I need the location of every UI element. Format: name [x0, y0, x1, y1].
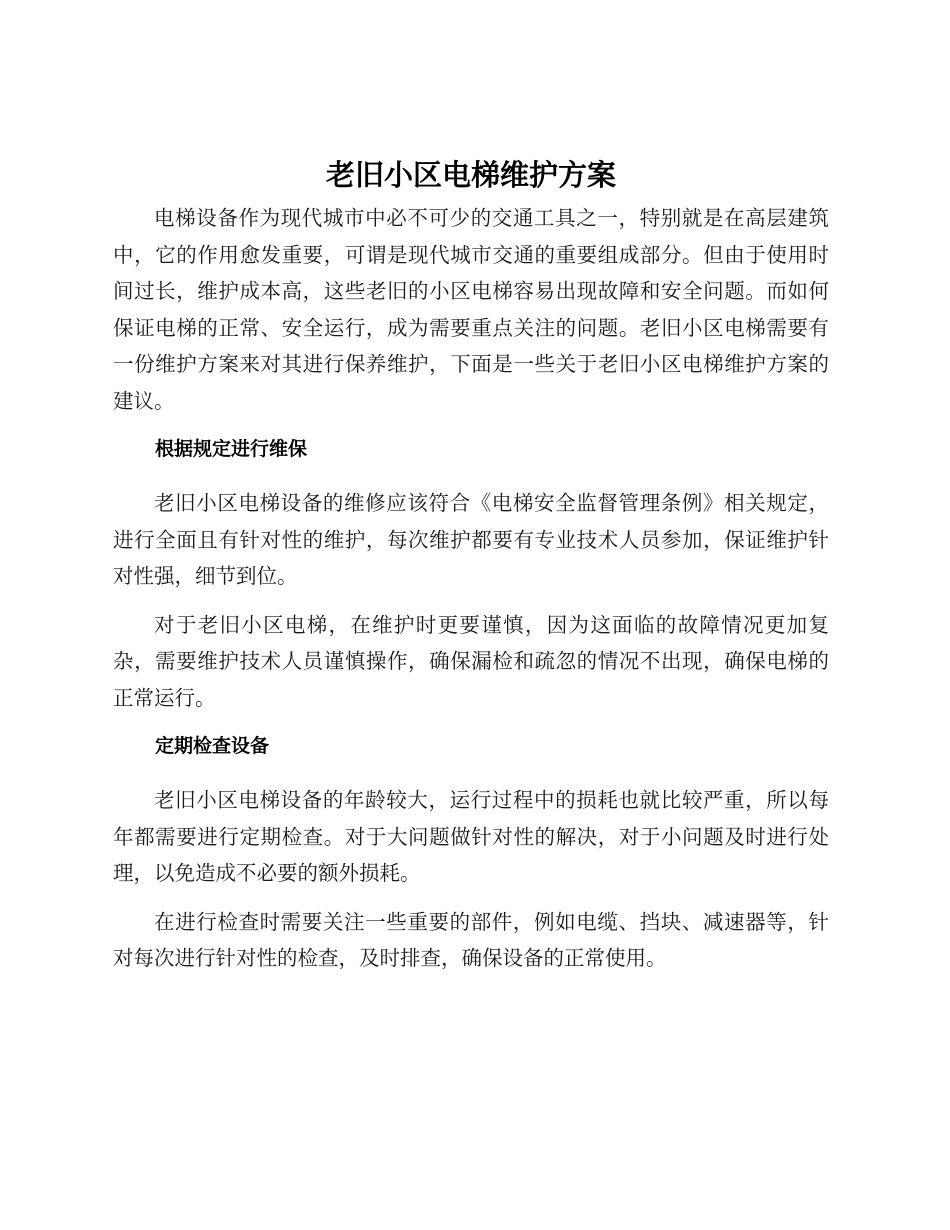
section-heading: 根据规定进行维保 — [155, 438, 308, 460]
section-maintenance-by-regulation — [113, 431, 829, 716]
section-paragraph: 在进行检查时需要关注一些重要的部件，例如电缆、挡块、减速器等，针对每次进行针对性的检查，及时排查，确保设备的正常使用。 — [113, 909, 829, 970]
section-heading: 定期检查设备 — [155, 735, 270, 757]
section-paragraph: 老旧小区电梯设备的年龄较大，运行过程中的损耗也就比较严重，所以每年都需要进行定期检查。对于大问题做针对性的解决，对于小问题及时进行处理，以免造成不必要的额外损耗。 — [113, 788, 829, 885]
section-regular-inspection — [113, 728, 829, 977]
document-body — [113, 146, 829, 989]
section-paragraph: 老旧小区电梯设备的维修应该符合《电梯安全监督管理条例》相关规定，进行全面且有针对性的维护，每次维护都要有专业技术人员参加，保证维护针对性强，细节到位。 — [113, 491, 829, 588]
section-paragraph: 对于老旧小区电梯，在维护时更要谨慎，因为这面临的故障情况更加复杂，需要维护技术人员谨慎操作，确保漏检和疏忽的情况不出现，确保电梯的正常运行。 — [113, 612, 829, 710]
intro-paragraph: 电梯设备作为现代城市中必不可少的交通工具之一，特别就是在高层建筑中，它的作用愈发重要，可谓是现代城市交通的重要组成部分。但由于使用时间过长，维护成本高，这些老旧的小区电梯容易出现故障和安全问题。而如何保证电梯的正常、安全运行，成为需要重点关注的问题。老旧小区电梯需要有一份维护方案来对其进行保养维护，下面是一些关于老旧小区电梯维护方案的建议。 — [113, 206, 829, 413]
document-title: 老旧小区电梯维护方案 — [325, 158, 616, 192]
